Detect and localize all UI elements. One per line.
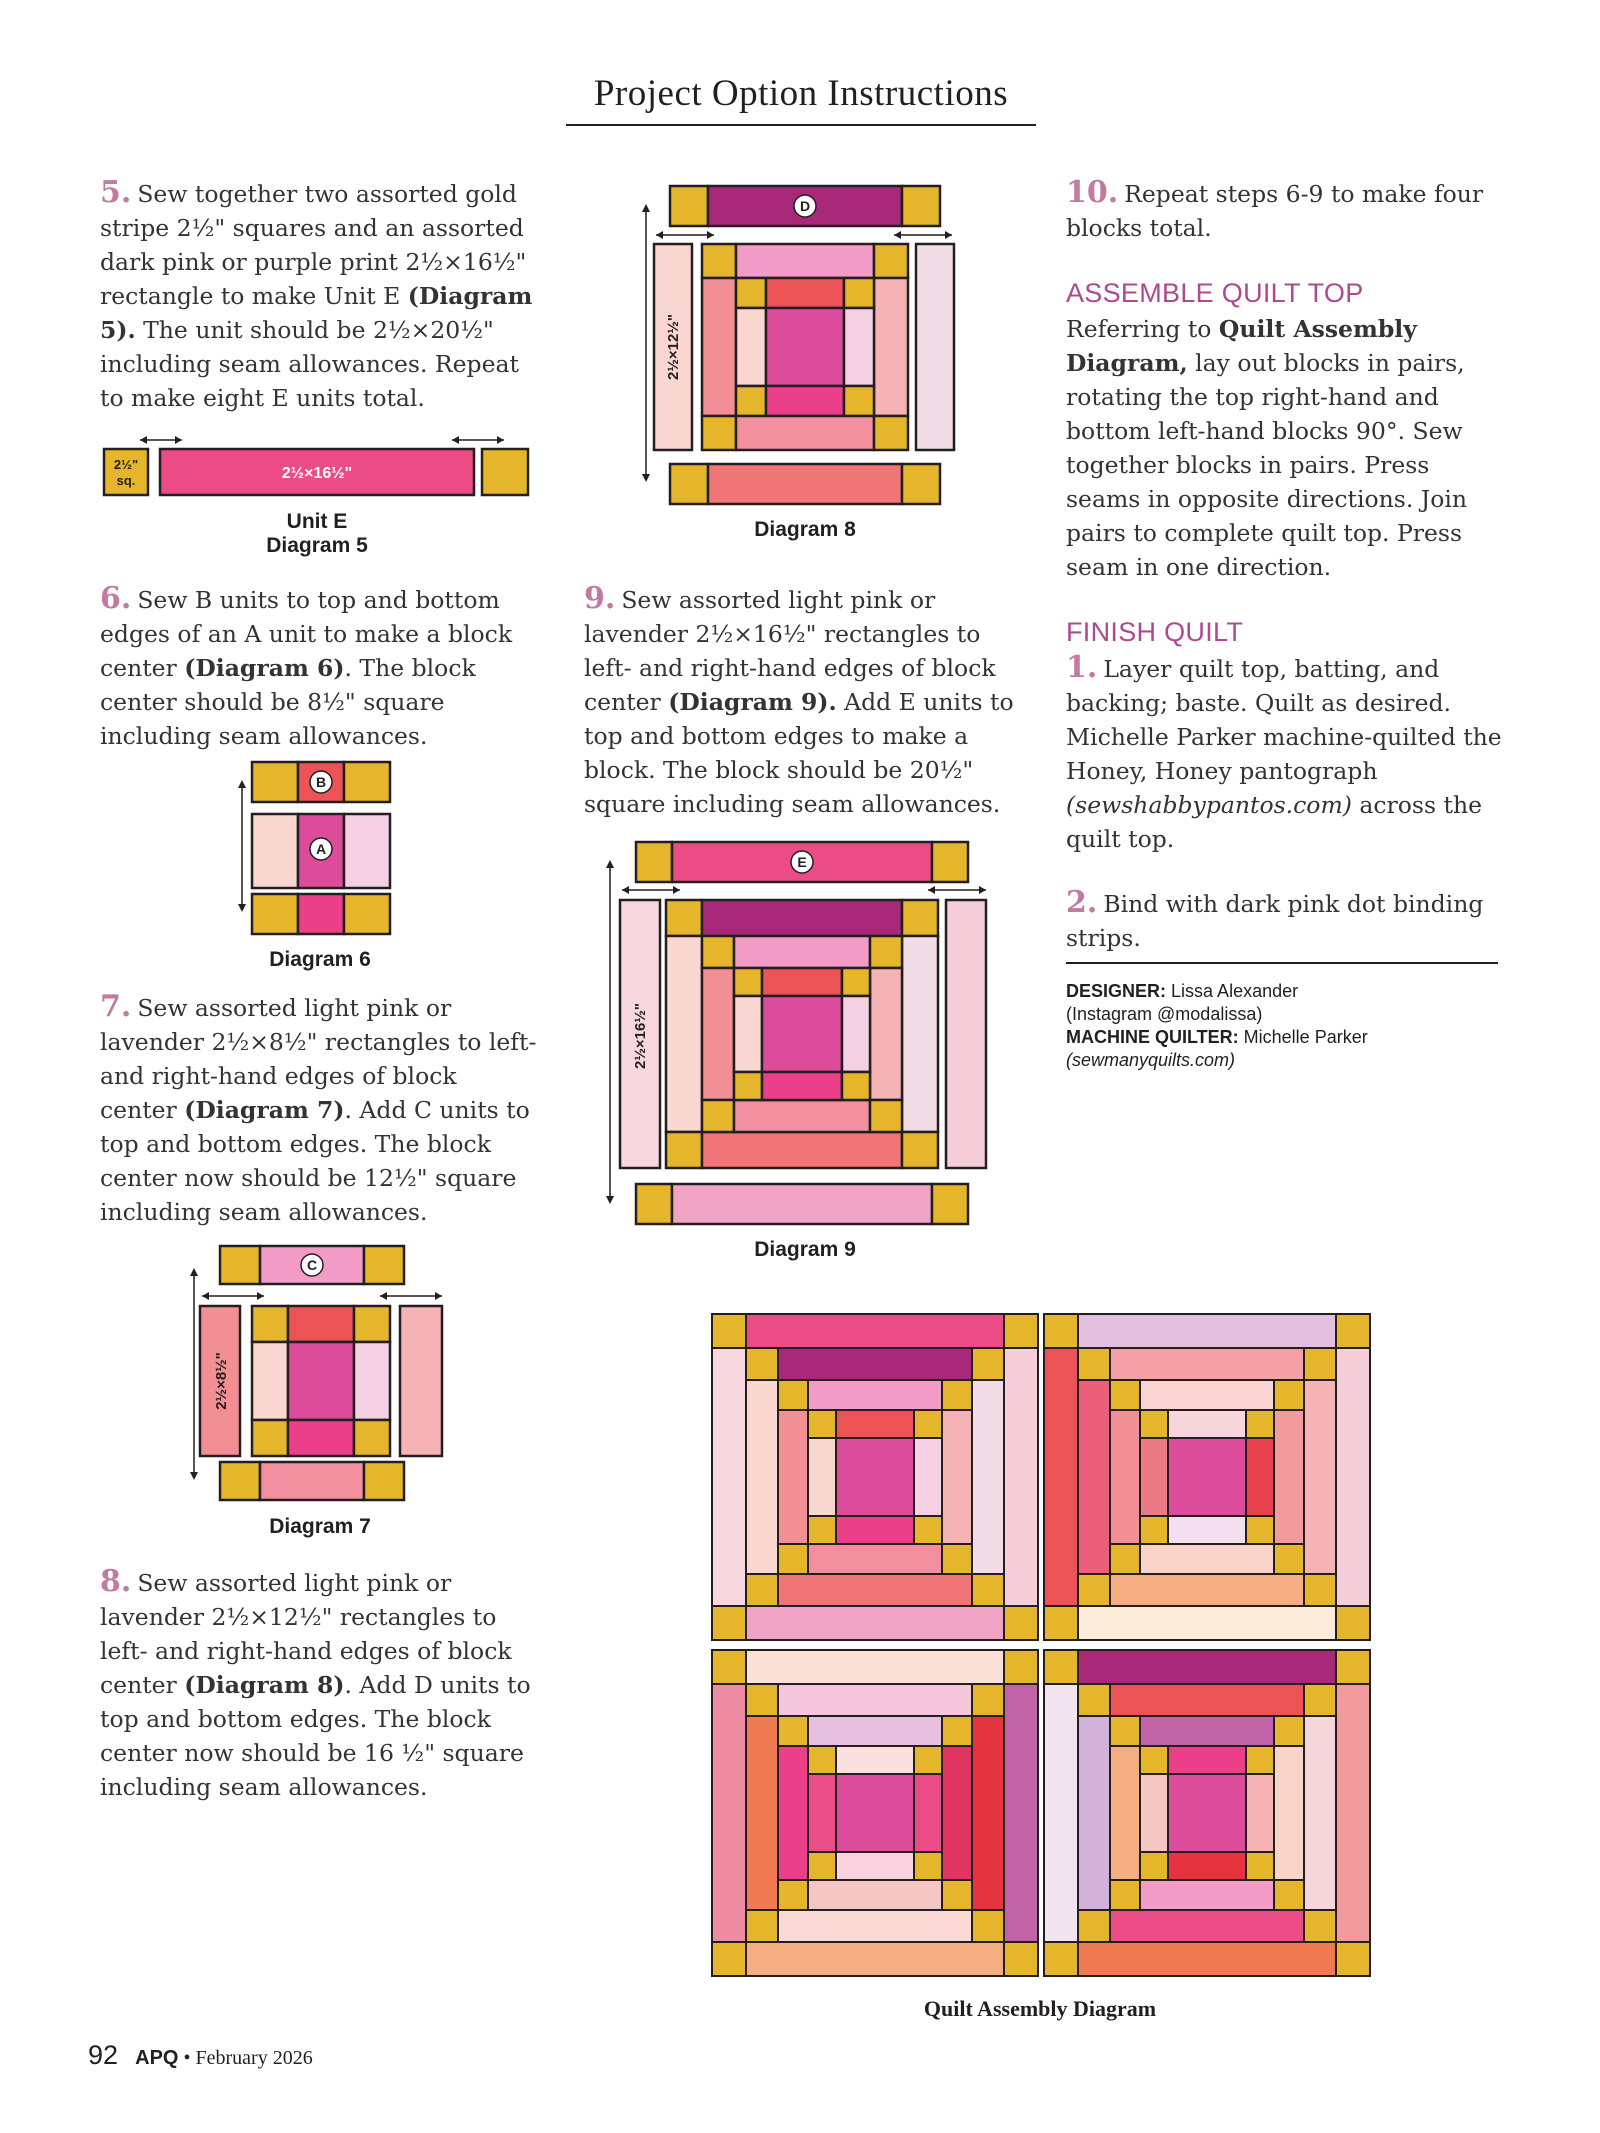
assembly-block-1-ring-2-left [746, 1380, 778, 1574]
assembly-block-4-ring-4-top [1168, 1746, 1246, 1774]
diagram-9-d-bottom [702, 1132, 902, 1168]
assembly-block-4-ring-3-right [1274, 1746, 1304, 1880]
diagram-9-unit-e-bottom [672, 1184, 932, 1224]
assembly-block-4-ring-1-bottom [1078, 1942, 1336, 1976]
diagram-9-c-bottom [734, 1100, 870, 1132]
step-8-paragraph [100, 1565, 540, 1804]
diagram-8-c-bottom [736, 416, 874, 450]
assembly-block-2-ring-1-top [1078, 1314, 1336, 1348]
assembly-block-1-ring-4-gold-tl [808, 1410, 836, 1438]
page-title: Project Option Instructions [593, 73, 1009, 114]
assembly-block-3-ring-3-left [778, 1746, 808, 1880]
step-9-text-a: Sew assorted light pink or lavender 2½×16½" rectangles to left- and right-hand edges of block center [584, 586, 996, 716]
assembly-block-1-ring-4-gold-br [914, 1516, 942, 1544]
step-5-diagram-ref: (Diagram 5). [100, 282, 533, 344]
diagram-8-right-inner [874, 278, 908, 416]
step-7-paragraph [100, 990, 540, 1229]
assembly-block-2-ring-1-right [1336, 1348, 1370, 1606]
diagram-9-core-gold-3 [734, 1072, 762, 1100]
assembly-block-2-ring-1-gold-tr [1336, 1314, 1370, 1348]
assembly-block-4-ring-3-bottom [1140, 1880, 1274, 1910]
diagram-5-square-label: 2½" [113, 457, 139, 472]
diagram-9-gold-bl [636, 1184, 672, 1224]
diagram-8-core-bottom [766, 386, 844, 416]
diagram-5-gold-square-left [104, 449, 148, 495]
diagram-7-gold-tl [220, 1246, 260, 1284]
issue-date: February 2026 [195, 2047, 313, 2069]
step-10-text: Repeat steps 6-9 to make four blocks total. [1066, 180, 1484, 242]
diagram-7-center-a [288, 1342, 354, 1420]
step-7-diagram-ref: (Diagram 7) [184, 1096, 345, 1124]
assembly-block-3-ring-1-gold-br [1004, 1942, 1038, 1976]
assembly-block-1-ring-3-left [778, 1410, 808, 1544]
magazine-name: APQ [135, 2047, 179, 2069]
step-9-text-b: Add E units to top and bottom edges to make a block. The block should be 20½" square including seam allowances. [584, 688, 1014, 818]
diagram-9-gold-tr [932, 842, 968, 882]
assembly-block-2-ring-1-gold-bl [1044, 1606, 1078, 1640]
diagram-9-d-gold-3 [666, 1132, 702, 1168]
assembly-block-3-core [836, 1774, 914, 1852]
unit-e-label: Unit E [286, 510, 348, 533]
assembly-block-4-ring-3-gold-bl [1110, 1880, 1140, 1910]
step-7-number: 7. [100, 989, 132, 1024]
diagram-5-label: Diagram 5 [266, 534, 368, 557]
assembly-block-3-ring-2-gold-br [972, 1910, 1004, 1942]
diagram-9-core-left [734, 996, 762, 1072]
quilter-label: MACHINE QUILTER: [1066, 1027, 1239, 1047]
diagram-5-rect-label: 2½×16½" [281, 465, 353, 482]
finish-step-1-text-a: Layer quilt top, batting, and backing; baste. Quilt as desired. Michelle Parker machine-quilted the Honey, Honey pantograph [1066, 655, 1502, 785]
finish-heading: FINISH QUILT [1066, 617, 1244, 647]
diagram-6-unit-b-bottom [298, 894, 344, 934]
assembly-block-3-ring-1-right [1004, 1684, 1038, 1942]
assembly-block-3-ring-3-right [942, 1746, 972, 1880]
assembly-block-4-ring-2-gold-br [1304, 1910, 1336, 1942]
footer [88, 2040, 313, 2071]
assembly-block-3-ring-1-left [712, 1684, 746, 1942]
assemble-text-b: lay out blocks in pairs, rotating the top right-hand and bottom left-hand blocks 90°. Sew together blocks in pairs. Press seams in opposite directions. Join pairs to complete quilt top. Press seam in one direction. [1066, 349, 1468, 581]
diagram-8-c-top [736, 244, 874, 278]
assembly-block-2-ring-4-right [1246, 1438, 1274, 1516]
assembly-block-4-ring-1-gold-br [1336, 1942, 1370, 1976]
assembly-block-2-ring-2-top [1110, 1348, 1304, 1380]
diagram-9-gold-br [932, 1184, 968, 1224]
assembly-block-2-ring-1-gold-tl [1044, 1314, 1078, 1348]
diagram-7-caption: Diagram 7 [269, 1515, 371, 1538]
step-9-paragraph [584, 582, 1024, 821]
assembly-block-4-ring-3-top [1140, 1716, 1274, 1746]
diagram-6-label-b: B [315, 774, 327, 790]
assembly-block-2-ring-2-left [1078, 1380, 1110, 1574]
assembly-block-3-ring-4-gold-tr [914, 1746, 942, 1774]
designer-label: DESIGNER: [1066, 981, 1167, 1001]
assembly-block-2-ring-4-gold-br [1246, 1516, 1274, 1544]
diagram-8-core-top [766, 278, 844, 308]
footer-separator: • [178, 2047, 196, 2069]
diagram-8-c-gold-1 [702, 244, 736, 278]
assembly-block-4-ring-4-bottom [1168, 1852, 1246, 1880]
assembly-block-1-ring-3-right [942, 1410, 972, 1544]
diagram-9-c-left [702, 968, 734, 1100]
diagram-8-core-gold-2 [844, 278, 874, 308]
credits-divider [1066, 962, 1498, 964]
diagram-7-center-gold-2 [354, 1306, 390, 1342]
assembly-block-1-ring-4-gold-bl [808, 1516, 836, 1544]
assembly-block-2-ring-2-right [1304, 1380, 1336, 1574]
diagram-7-center-left [252, 1342, 288, 1420]
diagram-9-c-top [734, 936, 870, 968]
assembly-block-2-ring-2-gold-br [1304, 1574, 1336, 1606]
diagram-8-right-rect [916, 244, 954, 450]
diagram-5-gold-square-right [482, 449, 528, 495]
diagram-5-arrow-right [452, 436, 504, 444]
diagram-6-right-piece [344, 814, 390, 888]
assembly-block-4-ring-4-right [1246, 1774, 1274, 1852]
assembly-block-2-ring-1-gold-br [1336, 1606, 1370, 1640]
assembly-block-1-ring-1-gold-bl [712, 1606, 746, 1640]
diagram-7-gold-bl [220, 1462, 260, 1500]
assemble-text-a: Referring to [1066, 315, 1219, 343]
assembly-block-4-ring-1-top [1078, 1650, 1336, 1684]
step-5-text-b: The unit should be 2½×20½" including seam allowances. Repeat to make eight E units total. [100, 316, 519, 412]
assembly-block-4-ring-1-left [1044, 1684, 1078, 1942]
assembly-block-2-ring-3-gold-br [1274, 1544, 1304, 1574]
quilt-assembly-caption: Quilt Assembly Diagram [923, 1996, 1157, 2021]
diagram-8-label-d: D [799, 198, 811, 214]
assembly-block-4-ring-2-right [1304, 1716, 1336, 1910]
diagram-9-d-gold-1 [666, 900, 702, 936]
diagram-9-c-right [870, 968, 902, 1100]
assembly-block-2-ring-3-bottom [1140, 1544, 1274, 1574]
assembly-block-2-ring-3-gold-tl [1110, 1380, 1140, 1410]
step-10-paragraph [1066, 176, 1506, 245]
assembly-block-3-ring-1-gold-tl [712, 1650, 746, 1684]
assembly-block-3-ring-3-bottom [808, 1880, 942, 1910]
diagram-8-gold-tr [902, 186, 940, 226]
step-8-text-a: Sew assorted light pink or lavender 2½×12½" rectangles to left- and right-hand edges of block center [100, 1569, 512, 1699]
assembly-block-4-ring-3-gold-tl [1110, 1716, 1140, 1746]
assembly-block-2-ring-3-right [1274, 1410, 1304, 1544]
step-8-text-b: . Add D units to top and bottom edges. The block center now should be 16 ½" square including seam allowances. [100, 1671, 531, 1801]
diagram-8-caption: Diagram 8 [754, 518, 856, 541]
step-5-number: 5. [100, 175, 132, 210]
assembly-block-1-ring-2-gold-tl [746, 1348, 778, 1380]
diagram-8-core-gold-3 [736, 386, 766, 416]
step-10-number: 10. [1066, 175, 1119, 210]
diagram-8-gold-tl [670, 186, 708, 226]
diagram-8-gold-bl [670, 464, 708, 504]
assembly-block-1-ring-4-bottom [836, 1516, 914, 1544]
diagram-7-center-gold-1 [252, 1306, 288, 1342]
diagram-7-center-right [354, 1342, 390, 1420]
diagram-6-gold-tr [344, 762, 390, 802]
assembly-block-2-ring-4-top [1168, 1410, 1246, 1438]
diagram-9 [598, 838, 998, 1230]
assembly-block-4-ring-4-gold-br [1246, 1852, 1274, 1880]
assembly-block-2-ring-2-bottom [1110, 1574, 1304, 1606]
diagram-9-core-gold-2 [842, 968, 870, 996]
assembly-block-2-ring-4-left [1140, 1438, 1168, 1516]
finish-step-1-website: (sewshabbypantos.com) [1066, 791, 1352, 819]
assembly-block-3-ring-2-gold-tr [972, 1684, 1004, 1716]
title-divider [566, 124, 1036, 126]
finish-step-1-text-b: across the quilt top. [1066, 791, 1482, 853]
assembly-block-1-ring-1-gold-tr [1004, 1314, 1038, 1348]
assembly-block-3-ring-1-gold-tr [1004, 1650, 1038, 1684]
assembly-block-1-ring-1-gold-br [1004, 1606, 1038, 1640]
diagram-6-label-a: A [315, 841, 327, 857]
quilter-name: Michelle Parker [1243, 1027, 1368, 1047]
assembly-block-3-ring-4-top [836, 1746, 914, 1774]
diagram-9-d-left [666, 936, 702, 1132]
diagram-8-unit-d-bottom [708, 464, 902, 504]
assembly-block-1-ring-1-bottom [746, 1606, 1004, 1640]
diagram-7-center-top [288, 1306, 354, 1342]
step-6-number: 6. [100, 581, 132, 616]
diagram-9-c-gold-2 [870, 936, 902, 968]
assembly-block-2-ring-1-bottom [1078, 1606, 1336, 1640]
finish-step-2-text: Bind with dark pink dot binding strips. [1066, 890, 1484, 952]
assembly-block-1-ring-1-top [746, 1314, 1004, 1348]
assembly-block-1-ring-4-gold-tr [914, 1410, 942, 1438]
assembly-block-1-ring-2-right [972, 1380, 1004, 1574]
assembly-block-1-core [836, 1438, 914, 1516]
diagram-6-caption: Diagram 6 [269, 948, 371, 971]
assembly-block-3-ring-3-gold-bl [778, 1880, 808, 1910]
diagram-8-c-gold-3 [702, 416, 736, 450]
diagram-7-dimension: 2½×8½" [213, 1352, 230, 1410]
diagram-9-d-right [902, 936, 938, 1132]
assembly-block-1-ring-4-left [808, 1438, 836, 1516]
diagram-9-dimension: 2½×16½" [632, 1003, 649, 1069]
assembly-block-2-ring-2-gold-bl [1078, 1574, 1110, 1606]
diagram-9-d-gold-2 [902, 900, 938, 936]
assembly-block-4-ring-2-gold-tr [1304, 1684, 1336, 1716]
finish-step-2-paragraph [1066, 886, 1506, 955]
assembly-block-3-ring-3-top [808, 1716, 942, 1746]
assembly-block-3-ring-2-gold-tl [746, 1684, 778, 1716]
step-6-text-a: Sew B units to top and bottom edges of an A unit to make a block center [100, 586, 513, 682]
finish-step-1-paragraph [1066, 651, 1506, 856]
diagram-5-arrow-left [140, 436, 182, 444]
assembly-block-1-ring-3-bottom [808, 1544, 942, 1574]
assembly-block-2-ring-3-gold-bl [1110, 1544, 1140, 1574]
quilt-assembly-diagram [708, 1310, 1374, 1986]
assembly-block-4-ring-1-gold-tr [1336, 1650, 1370, 1684]
assembly-block-4-ring-2-top [1110, 1684, 1304, 1716]
assembly-block-3-ring-3-gold-br [942, 1880, 972, 1910]
assembly-block-4-ring-1-right [1336, 1684, 1370, 1942]
assemble-heading: ASSEMBLE QUILT TOP [1066, 278, 1364, 308]
diagram-9-d-gold-4 [902, 1132, 938, 1168]
assembly-block-4-ring-4-left [1140, 1774, 1168, 1852]
assembly-block-1-ring-2-bottom [778, 1574, 972, 1606]
assembly-block-4-ring-4-gold-tl [1140, 1746, 1168, 1774]
step-5-text-a: Sew together two assorted gold stripe 2½" squares and an assorted dark pink or purple print 2½×16½" rectangle to make Unit E [100, 180, 527, 310]
assembly-block-3-ring-4-left [808, 1774, 836, 1852]
designer-handle: (Instagram @modalissa) [1066, 1004, 1263, 1024]
diagram-9-gold-tl [636, 842, 672, 882]
assembly-block-3-ring-1-gold-bl [712, 1942, 746, 1976]
assembly-block-1-ring-2-gold-tr [972, 1348, 1004, 1380]
diagram-5-square-label-2: sq. [116, 473, 136, 488]
assembly-block-3-ring-4-bottom [836, 1852, 914, 1880]
diagram-7-center-gold-3 [252, 1420, 288, 1456]
diagram-8-gold-br [902, 464, 940, 504]
diagram-9-c-gold-1 [702, 936, 734, 968]
assembly-block-2-ring-4-gold-tr [1246, 1410, 1274, 1438]
assembly-block-4-ring-2-gold-bl [1078, 1910, 1110, 1942]
assembly-block-1-ring-2-gold-br [972, 1574, 1004, 1606]
diagram-6-left-piece [252, 814, 298, 888]
assembly-block-3-ring-3-gold-tl [778, 1716, 808, 1746]
step-6-diagram-ref: (Diagram 6) [184, 654, 345, 682]
assembly-block-1-ring-3-gold-tr [942, 1380, 972, 1410]
assembly-block-2-ring-4-gold-bl [1140, 1516, 1168, 1544]
assembly-block-4-ring-3-gold-tr [1274, 1716, 1304, 1746]
step-9-number: 9. [584, 581, 616, 616]
diagram-7-gold-br [364, 1462, 404, 1500]
assembly-block-2-ring-2-gold-tr [1304, 1348, 1336, 1380]
diagram-8-c-gold-4 [874, 416, 908, 450]
assembly-block-1-ring-1-gold-tl [712, 1314, 746, 1348]
diagram-6 [230, 760, 400, 940]
diagram-9-core-right [842, 996, 870, 1072]
assembly-block-1-ring-3-gold-bl [778, 1544, 808, 1574]
assembly-block-1-ring-3-gold-br [942, 1544, 972, 1574]
assembly-block-4-ring-3-gold-br [1274, 1880, 1304, 1910]
diagram-9-d-top [702, 900, 902, 936]
quilter-website: (sewmanyquilts.com) [1066, 1050, 1236, 1070]
diagram-7-unit-c-bottom [260, 1462, 364, 1500]
assembly-block-4-ring-3-left [1110, 1746, 1140, 1880]
credits-block [1066, 980, 1498, 1072]
step-6-text-b: . The block center should be 8½" square including seam allowances. [100, 654, 476, 750]
assembly-block-4-ring-4-gold-bl [1140, 1852, 1168, 1880]
assembly-block-2-ring-3-top [1140, 1380, 1274, 1410]
diagram-9-right-rect [946, 900, 986, 1168]
diagram-8-dimension: 2½×12½" [665, 314, 682, 380]
step-8-number: 8. [100, 1564, 132, 1599]
assembly-block-1-ring-4-top [836, 1410, 914, 1438]
diagram-7-center-gold-4 [354, 1420, 390, 1456]
assembly-block-2-ring-1-left [1044, 1348, 1078, 1606]
assembly-block-3-ring-2-left [746, 1716, 778, 1910]
assembly-block-3-ring-3-gold-tr [942, 1716, 972, 1746]
assembly-block-3-ring-2-bottom [778, 1910, 972, 1942]
assembly-block-2-core [1168, 1438, 1246, 1516]
assembly-block-2-ring-4-bottom [1168, 1516, 1246, 1544]
assembly-block-1-ring-1-right [1004, 1348, 1038, 1606]
assembly-block-4-ring-2-left [1078, 1716, 1110, 1910]
step-5-paragraph [100, 176, 540, 415]
assembly-block-3-ring-4-gold-br [914, 1852, 942, 1880]
diagram-9-c-gold-3 [702, 1100, 734, 1132]
diagram-7-gold-tr [364, 1246, 404, 1284]
assembly-block-4-core [1168, 1774, 1246, 1852]
diagram-6-arrow [238, 780, 246, 912]
assemble-paragraph [1066, 312, 1506, 584]
diagram-9-core-gold-4 [842, 1072, 870, 1100]
assembly-block-3-ring-2-gold-bl [746, 1910, 778, 1942]
diagram-7-center-bottom [288, 1420, 354, 1456]
diagram-8-c-gold-2 [874, 244, 908, 278]
assembly-block-2-ring-4-gold-tl [1140, 1410, 1168, 1438]
diagram-8-left-inner [702, 278, 736, 416]
assembly-block-3-ring-1-top [746, 1650, 1004, 1684]
diagram-9-label-e: E [797, 854, 807, 870]
diagram-7 [180, 1240, 450, 1510]
diagram-6-gold-tl [252, 762, 298, 802]
assembly-block-4-ring-4-gold-tr [1246, 1746, 1274, 1774]
diagram-8 [630, 180, 970, 510]
assembly-block-2-ring-3-left [1110, 1410, 1140, 1544]
assembly-block-1-ring-2-top [778, 1348, 972, 1380]
diagram-8-core-gold-4 [844, 386, 874, 416]
diagram-8-core-right [844, 308, 874, 386]
page-number: 92 [88, 2040, 119, 2070]
diagram-9-core-a [762, 996, 842, 1072]
step-7-text-a: Sew assorted light pink or lavender 2½×8½" rectangles to left- and right-hand edges of block center [100, 994, 537, 1124]
assembly-block-3-ring-1-bottom [746, 1942, 1004, 1976]
assembly-block-1-ring-3-top [808, 1380, 942, 1410]
assembly-block-4-ring-1-gold-tl [1044, 1650, 1078, 1684]
assembly-block-2-ring-2-gold-tl [1078, 1348, 1110, 1380]
diagram-9-core-bottom [762, 1072, 842, 1100]
assembly-block-3-ring-4-gold-tl [808, 1746, 836, 1774]
assembly-block-1-ring-1-left [712, 1348, 746, 1606]
step-7-text-b: . Add C units to top and bottom edges. The block center now should be 12½" square including seam allowances. [100, 1096, 530, 1226]
assembly-block-1-ring-2-gold-bl [746, 1574, 778, 1606]
assembly-block-1-ring-3-gold-tl [778, 1380, 808, 1410]
diagram-9-c-gold-4 [870, 1100, 902, 1132]
step-9-diagram-ref: (Diagram 9). [668, 688, 837, 716]
diagram-6-gold-br [344, 894, 390, 934]
diagram-9-caption: Diagram 9 [754, 1238, 856, 1261]
diagram-8-core-left [736, 308, 766, 386]
assembly-block-4-ring-1-gold-bl [1044, 1942, 1078, 1976]
diagram-8-core-gold-1 [736, 278, 766, 308]
diagram-9-core-gold-1 [734, 968, 762, 996]
diagram-8-core-a [766, 308, 844, 386]
diagram-7-right-rect [400, 1306, 442, 1456]
assembly-block-1-ring-4-right [914, 1438, 942, 1516]
diagram-5-caption [217, 510, 417, 558]
step-6-paragraph [100, 582, 540, 753]
assembly-block-3-ring-2-top [778, 1684, 972, 1716]
diagram-5-unit-e [100, 432, 540, 502]
step-8-diagram-ref: (Diagram 8) [184, 1671, 345, 1699]
assembly-block-4-ring-2-gold-tl [1078, 1684, 1110, 1716]
diagram-7-label-c: C [306, 1257, 318, 1273]
assemble-diagram-ref: Quilt Assembly Diagram, [1066, 315, 1417, 377]
diagram-9-core-top [762, 968, 842, 996]
assembly-block-2-ring-3-gold-tr [1274, 1380, 1304, 1410]
assembly-block-3-ring-2-right [972, 1716, 1004, 1910]
diagram-6-gold-bl [252, 894, 298, 934]
designer-name: Lissa Alexander [1171, 981, 1299, 1001]
assembly-block-3-ring-4-gold-bl [808, 1852, 836, 1880]
finish-step-1-number: 1. [1066, 650, 1098, 685]
assembly-block-3-ring-4-right [914, 1774, 942, 1852]
finish-step-2-number: 2. [1066, 885, 1098, 920]
assembly-block-4-ring-2-bottom [1110, 1910, 1304, 1942]
